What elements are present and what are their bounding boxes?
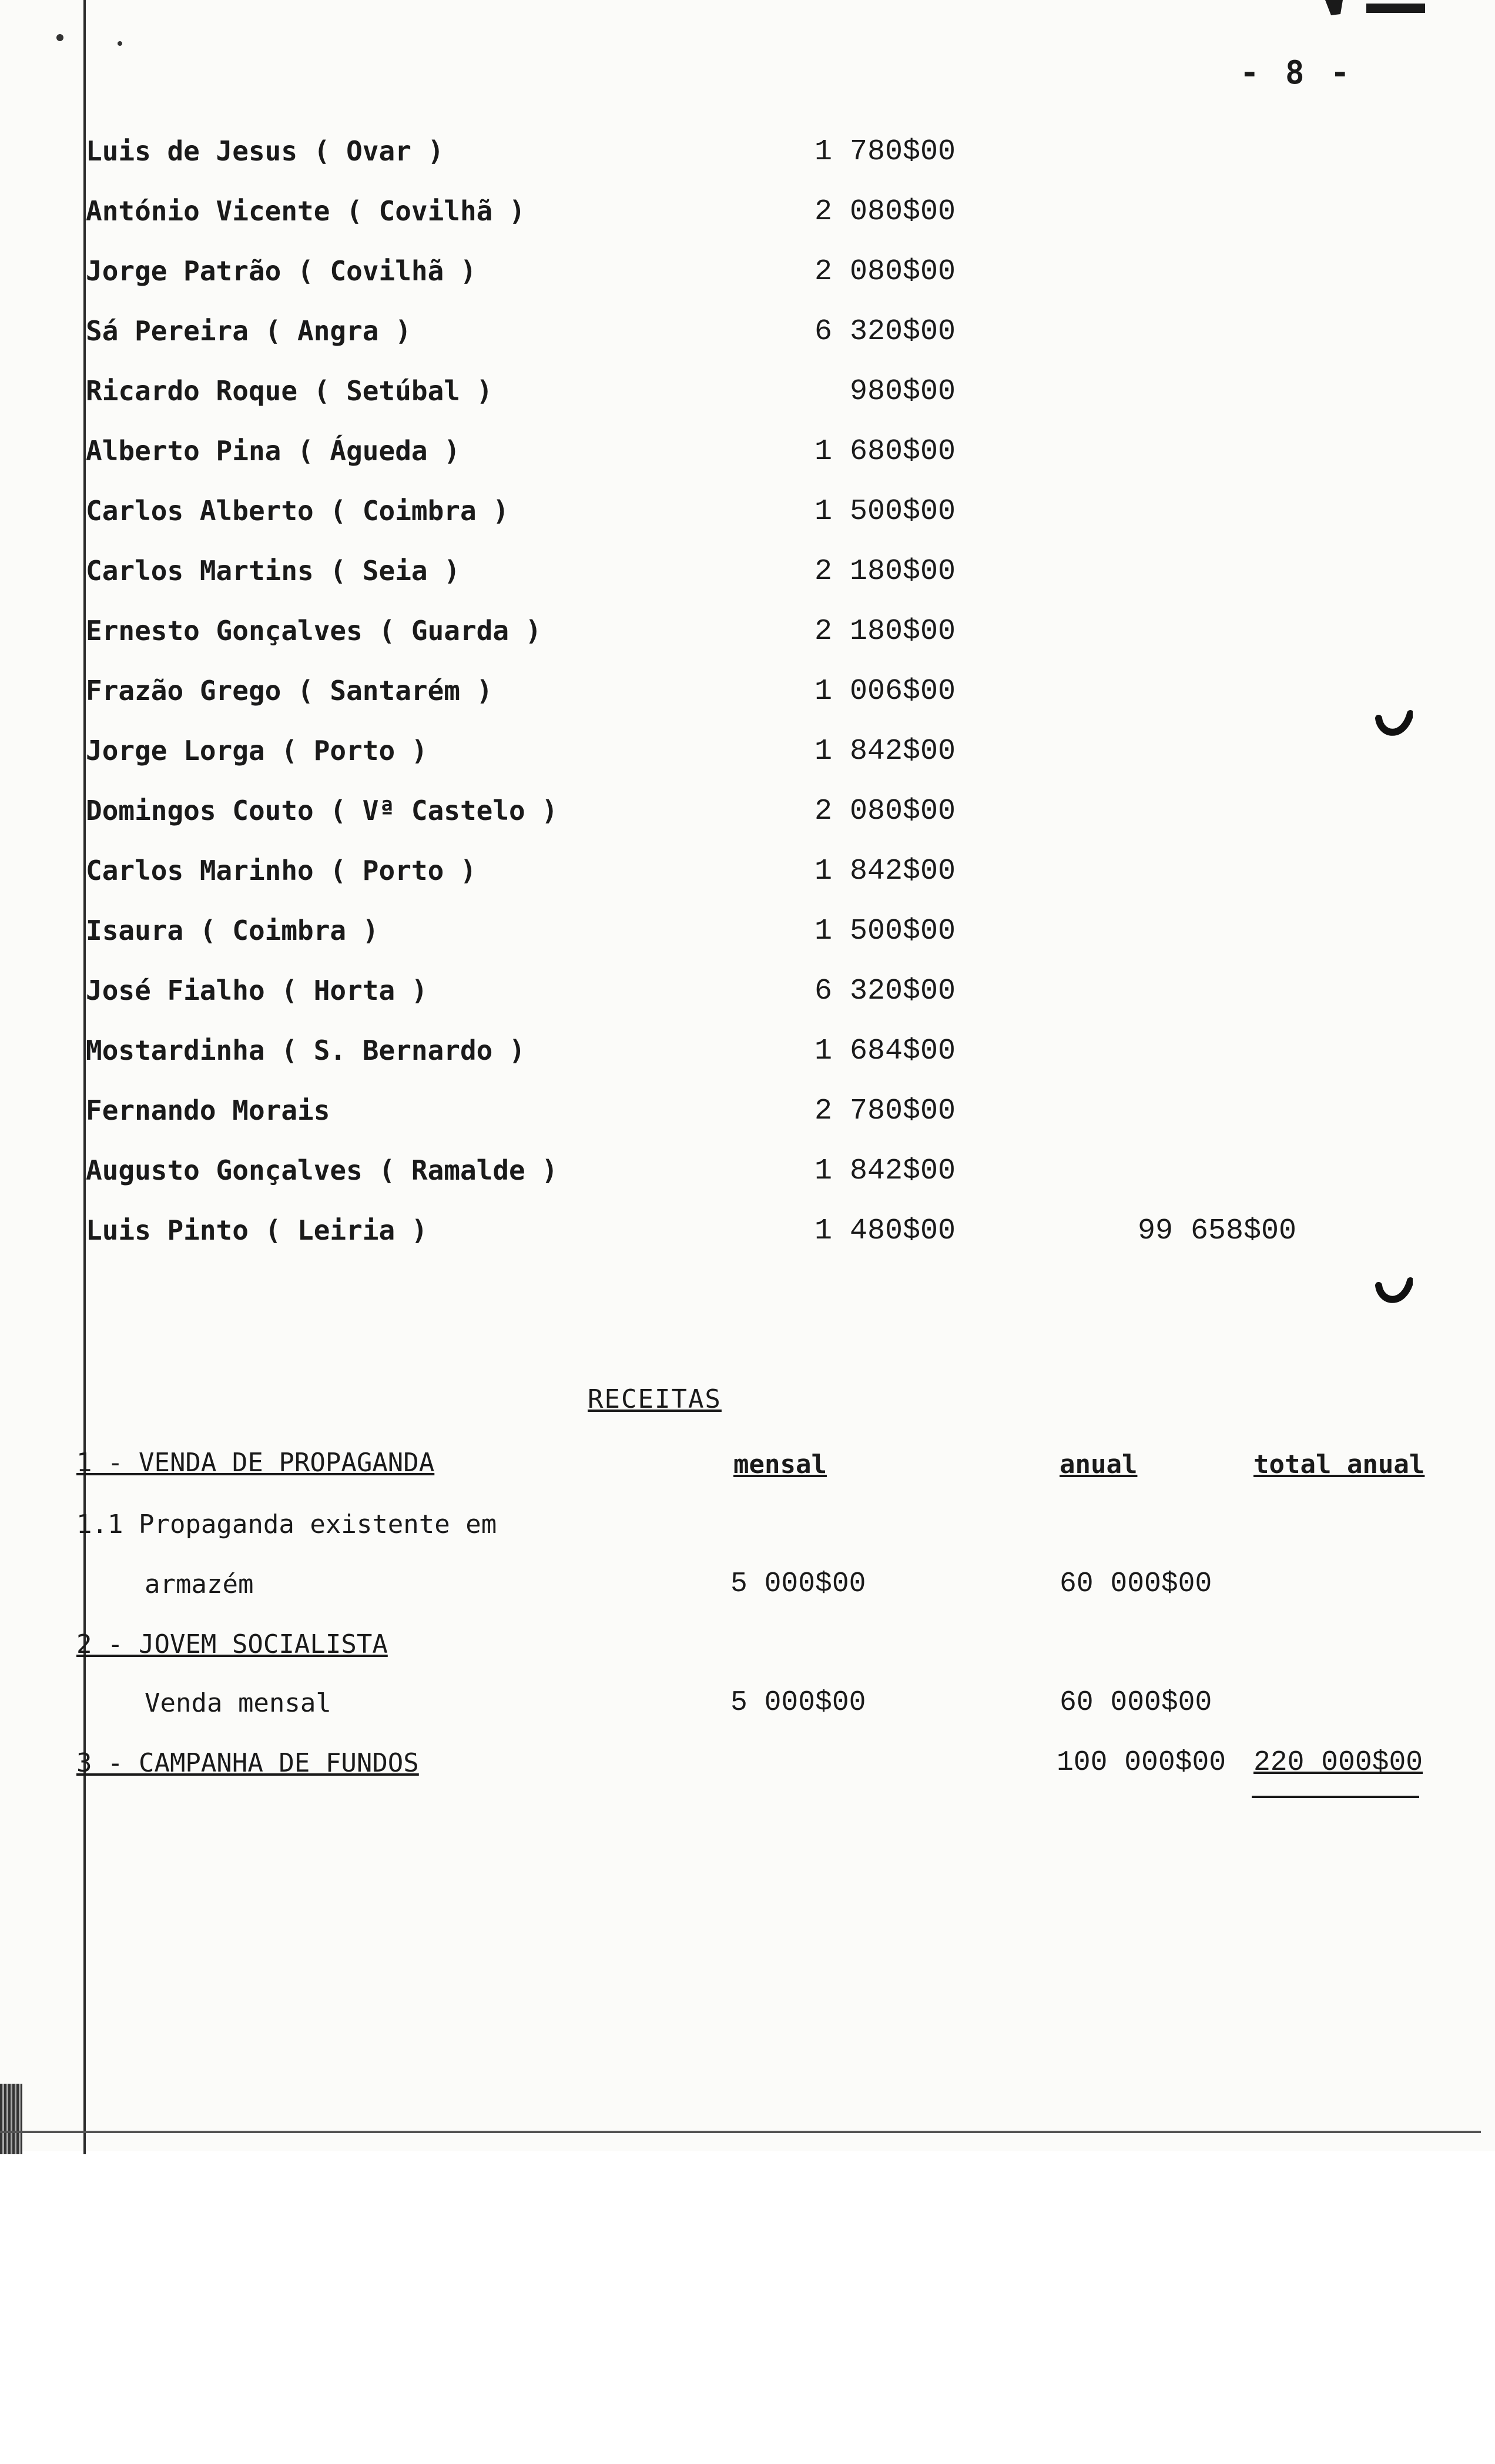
list-item bbox=[86, 375, 1437, 428]
entry-amount: 2 780$00 bbox=[814, 1094, 956, 1128]
entry-amount: 1 684$00 bbox=[814, 1035, 956, 1068]
sec1-label: 1 - VENDA DE PROPAGANDA bbox=[76, 1448, 435, 1478]
list-item bbox=[86, 135, 1437, 188]
list-item bbox=[86, 255, 1437, 308]
list-item bbox=[86, 495, 1437, 548]
entry-amount: 2 080$00 bbox=[814, 795, 956, 828]
entry-amount: 1 480$00 bbox=[814, 1214, 956, 1248]
list-item bbox=[86, 795, 1437, 848]
corner-ink-mark bbox=[1325, 0, 1425, 15]
list-item bbox=[86, 315, 1437, 368]
entry-name: Carlos Alberto ( Coimbra ) bbox=[86, 495, 509, 527]
entry-name: Fernando Morais bbox=[86, 1094, 330, 1126]
entry-amount: 2 180$00 bbox=[814, 555, 956, 588]
list-item bbox=[86, 435, 1437, 488]
entry-name: José Fialho ( Horta ) bbox=[86, 975, 428, 1006]
entry-amount: 2 080$00 bbox=[814, 195, 956, 229]
entry-amount: 1 842$00 bbox=[814, 735, 956, 768]
ink-dot bbox=[118, 41, 122, 46]
entries-total: 99 658$00 bbox=[1137, 1214, 1296, 1248]
entry-name: Carlos Martins ( Seia ) bbox=[86, 555, 460, 587]
binding-edge bbox=[0, 2084, 22, 2154]
header-anual: anual bbox=[1060, 1449, 1138, 1479]
entry-name: Luis Pinto ( Leiria ) bbox=[86, 1214, 428, 1246]
entry-amount: 1 006$00 bbox=[814, 675, 956, 708]
entry-amount: 6 320$00 bbox=[814, 975, 956, 1008]
entry-amount: 2 080$00 bbox=[814, 255, 956, 289]
sec1-1-label: 1.1 Propaganda existente em bbox=[76, 1509, 497, 1539]
total-double-underline bbox=[1252, 1796, 1419, 1798]
sec2-sub: Venda mensal bbox=[145, 1688, 331, 1718]
entry-name: Mostardinha ( S. Bernardo ) bbox=[86, 1035, 525, 1066]
sec2-label: 2 - JOVEM SOCIALISTA bbox=[76, 1629, 388, 1659]
header-mensal: mensal bbox=[733, 1449, 827, 1479]
entry-name: Sá Pereira ( Angra ) bbox=[86, 315, 411, 347]
entry-name: Jorge Lorga ( Porto ) bbox=[86, 735, 428, 766]
entry-name: Domingos Couto ( Vª Castelo ) bbox=[86, 795, 558, 826]
entry-amount: 980$00 bbox=[849, 375, 956, 409]
entry-name: Ricardo Roque ( Setúbal ) bbox=[86, 375, 493, 407]
entry-name: Ernesto Gonçalves ( Guarda ) bbox=[86, 615, 542, 647]
list-item bbox=[86, 615, 1437, 668]
entry-amount: 1 500$00 bbox=[814, 495, 956, 528]
entry-amount: 1 500$00 bbox=[814, 915, 956, 948]
list-item bbox=[86, 675, 1437, 728]
list-item bbox=[86, 1035, 1437, 1087]
list-item bbox=[86, 1214, 1437, 1267]
sec1-1-anual: 60 000$00 bbox=[1060, 1568, 1212, 1600]
entry-amount: 6 320$00 bbox=[814, 315, 956, 349]
entry-name: Alberto Pina ( Águeda ) bbox=[86, 435, 460, 467]
list-item bbox=[86, 195, 1437, 248]
entry-name: Jorge Patrão ( Covilhã ) bbox=[86, 255, 477, 287]
sec3-label: 3 - CAMPANHA DE FUNDOS bbox=[76, 1748, 419, 1778]
entry-amount: 1 780$00 bbox=[814, 135, 956, 169]
list-item bbox=[86, 855, 1437, 908]
sec1-1-mensal: 5 000$00 bbox=[730, 1568, 866, 1600]
total-anual-value: 220 000$00 bbox=[1253, 1747, 1423, 1779]
list-item bbox=[86, 975, 1437, 1027]
entry-amount: 1 842$00 bbox=[814, 1154, 956, 1188]
header-total-anual: total anual bbox=[1253, 1449, 1425, 1479]
list-item bbox=[86, 1094, 1437, 1147]
page-bottom-edge bbox=[0, 2131, 1481, 2133]
list-item bbox=[86, 735, 1437, 788]
sec2-anual: 60 000$00 bbox=[1060, 1687, 1212, 1719]
page-number: - 8 - bbox=[1240, 54, 1353, 91]
entry-name: Luis de Jesus ( Ovar ) bbox=[86, 135, 444, 167]
entry-amount: 1 842$00 bbox=[814, 855, 956, 888]
entry-amount: 1 680$00 bbox=[814, 435, 956, 468]
sec1-1-cont: armazém bbox=[145, 1569, 254, 1599]
entry-name: Frazão Grego ( Santarém ) bbox=[86, 675, 493, 707]
list-item bbox=[86, 915, 1437, 967]
entry-name: Isaura ( Coimbra ) bbox=[86, 915, 379, 946]
sec2-mensal: 5 000$00 bbox=[730, 1687, 866, 1719]
sec3-anual: 100 000$00 bbox=[1057, 1747, 1226, 1779]
section-title: RECEITAS bbox=[588, 1384, 722, 1414]
list-item bbox=[86, 555, 1437, 608]
check-mark-icon bbox=[1375, 1273, 1413, 1310]
entry-amount: 2 180$00 bbox=[814, 615, 956, 648]
entry-name: Carlos Marinho ( Porto ) bbox=[86, 855, 477, 886]
list-item bbox=[86, 1154, 1437, 1207]
entry-name: António Vicente ( Covilhã ) bbox=[86, 195, 525, 227]
ink-dot bbox=[56, 34, 63, 41]
entry-name: Augusto Gonçalves ( Ramalde ) bbox=[86, 1154, 558, 1186]
